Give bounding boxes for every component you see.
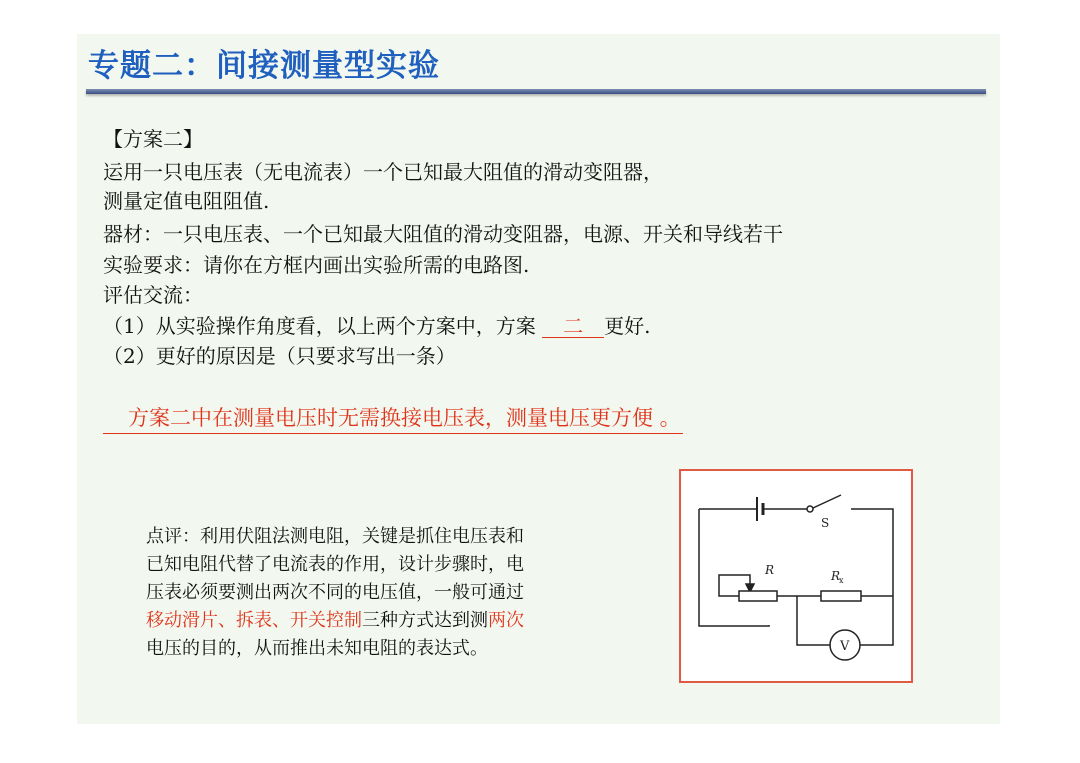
circuit-diagram-frame [679,469,913,683]
resistor-rx-body [821,591,861,601]
resistor-rx-label: R [831,569,841,583]
wire-left [699,509,769,626]
wire-top-right [851,509,893,596]
question-1-answer-blank: 二 [542,315,604,338]
question-1 [103,312,650,340]
comment-line-4 [146,607,646,635]
scheme-line-4: 实验要求：请你在方框内画出实验所需的电路图. [103,253,530,277]
comment-block [146,523,646,663]
scheme-line-1: 运用一只电压表（无电流表）一个已知最大阻值的滑动变阻器， [103,160,663,184]
comment-highlight-twice: 两次 [488,610,524,631]
question-1-suffix: 更好. [604,314,651,338]
resistor-rx-subscript: x [839,576,844,585]
page-title: 专题二：间接测量型实验 [88,48,440,84]
title-divider [86,89,986,94]
scheme-line-2: 测量定值电阻阻值. [103,189,270,213]
scheme-heading: 【方案二】 [103,127,203,151]
comment-line-2: 已知电阻代替了电流表的作用，设计步骤时，电 [146,554,524,575]
comment-line-4-text: 三种方式达到测 [362,610,488,631]
switch-blade [813,495,841,508]
answer-text: 方案二中在测量电压时无需换接电压表，测量电压更方便 。 [103,402,683,434]
circuit-diagram [681,471,911,681]
scheme-line-5: 评估交流： [103,283,203,307]
wire-voltmeter-right [860,596,893,645]
scheme-line-3: 器材：一只电压表、一个已知最大阻值的滑动变阻器，电源、开关和导线若干 [103,222,783,246]
comment-line-3: 压表必须要测出两次不同的电压值，一般可通过 [146,582,524,603]
question-1-text: （1）从实验操作角度看，以上两个方案中，方案 [103,314,536,338]
switch-label: S [821,516,830,530]
comment-line-5: 电压的目的，从而推出未知电阻的表达式。 [146,638,488,659]
comment-line-1: 点评：利用伏阻法测电阻，关键是抓住电压表和 [146,526,524,547]
comment-highlight-methods: 移动滑片、拆表、开关控制 [146,610,362,631]
voltmeter-label: V [840,639,850,654]
rheostat-body [739,591,777,601]
switch-pivot [807,506,813,512]
wire-voltmeter-left [797,596,830,645]
question-2: （2）更好的原因是（只要求写出一条） [103,344,456,368]
rheostat-label: R [765,563,775,577]
